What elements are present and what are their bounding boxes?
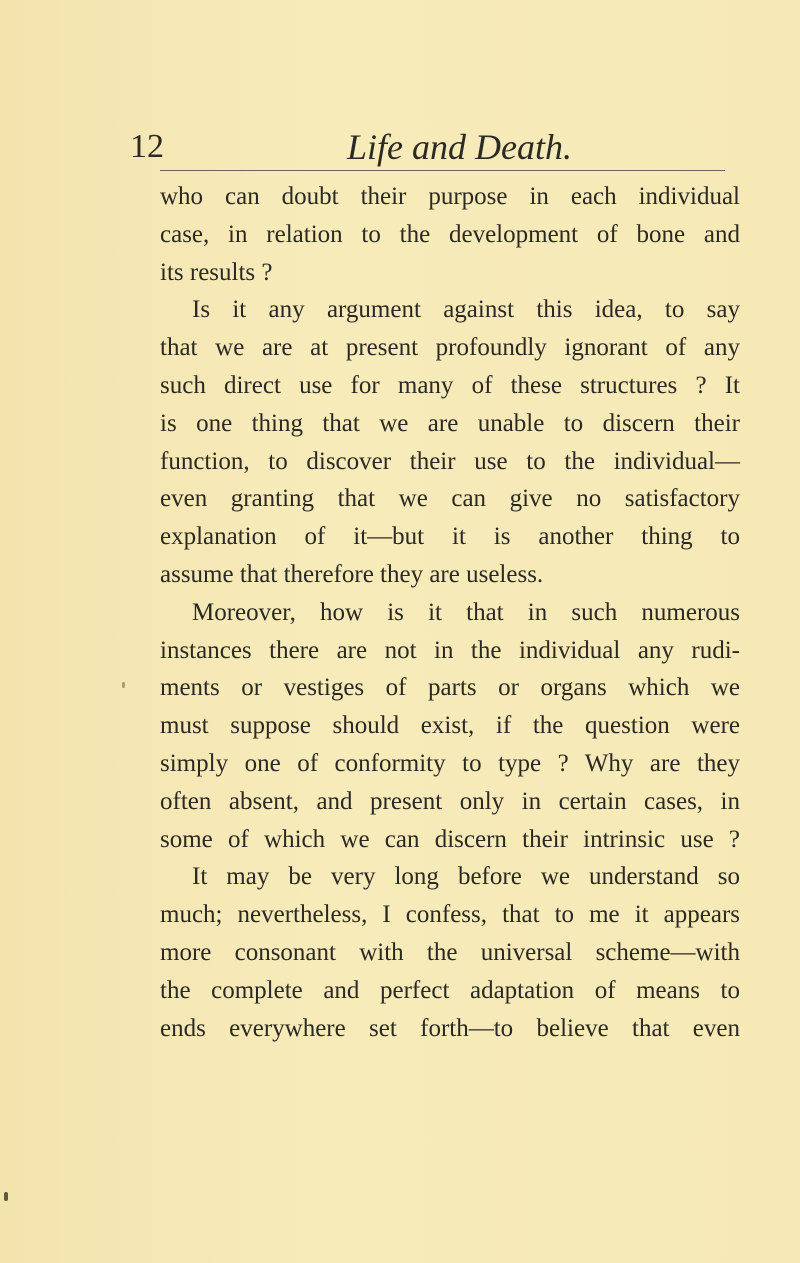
text-line: more consonant with the universal scheme—with: [160, 938, 740, 966]
body-text: [160, 178, 740, 1047]
text-line: its results ?: [160, 258, 273, 286]
running-title: Life and Death.: [347, 127, 572, 167]
text-line: such direct use for many of these structures ? It: [160, 371, 740, 399]
text-line: simply one of conformity to type ? Why are they: [160, 749, 740, 777]
text-line: case, in relation to the development of bone and: [160, 220, 740, 248]
text-line: that we are at present profoundly ignorant of any: [160, 334, 740, 362]
text-line: much; nevertheless, I confess, that to me it appears: [160, 901, 740, 929]
text-line: ments or vestiges of parts or organs which we: [160, 674, 740, 702]
header-rule: [160, 170, 725, 171]
running-header: [130, 126, 730, 170]
text-line: must suppose should exist, if the question were: [160, 712, 740, 740]
text-line: some of which we can discern their intrinsic use ?: [160, 825, 740, 853]
text-line: even granting that we can give no satisfactory: [160, 485, 740, 513]
text-line: ends everywhere set forth—to believe that even: [160, 1014, 740, 1042]
page-number: 12: [130, 128, 164, 165]
text-line: assume that therefore they are useless.: [160, 560, 544, 588]
paper-speck: [4, 1192, 8, 1201]
text-line: instances there are not in the individual any rudi-: [160, 636, 740, 664]
text-line: explanation of it—but it is another thing to: [160, 523, 740, 551]
text-line: often absent, and present only in certain cases, in: [160, 787, 740, 815]
text-line: Is it any argument against this idea, to say: [192, 296, 740, 324]
text-line: is one thing that we are unable to discern their: [160, 409, 740, 437]
paper-speck: [122, 682, 125, 688]
text-line: who can doubt their purpose in each individual: [160, 183, 740, 210]
text-line: It may be very long before we understand so: [192, 863, 740, 891]
text-line: the complete and perfect adaptation of means to: [160, 976, 740, 1004]
text-line: function, to discover their use to the individual—: [160, 447, 740, 475]
text-line: Moreover, how is it that in such numerous: [192, 598, 740, 626]
